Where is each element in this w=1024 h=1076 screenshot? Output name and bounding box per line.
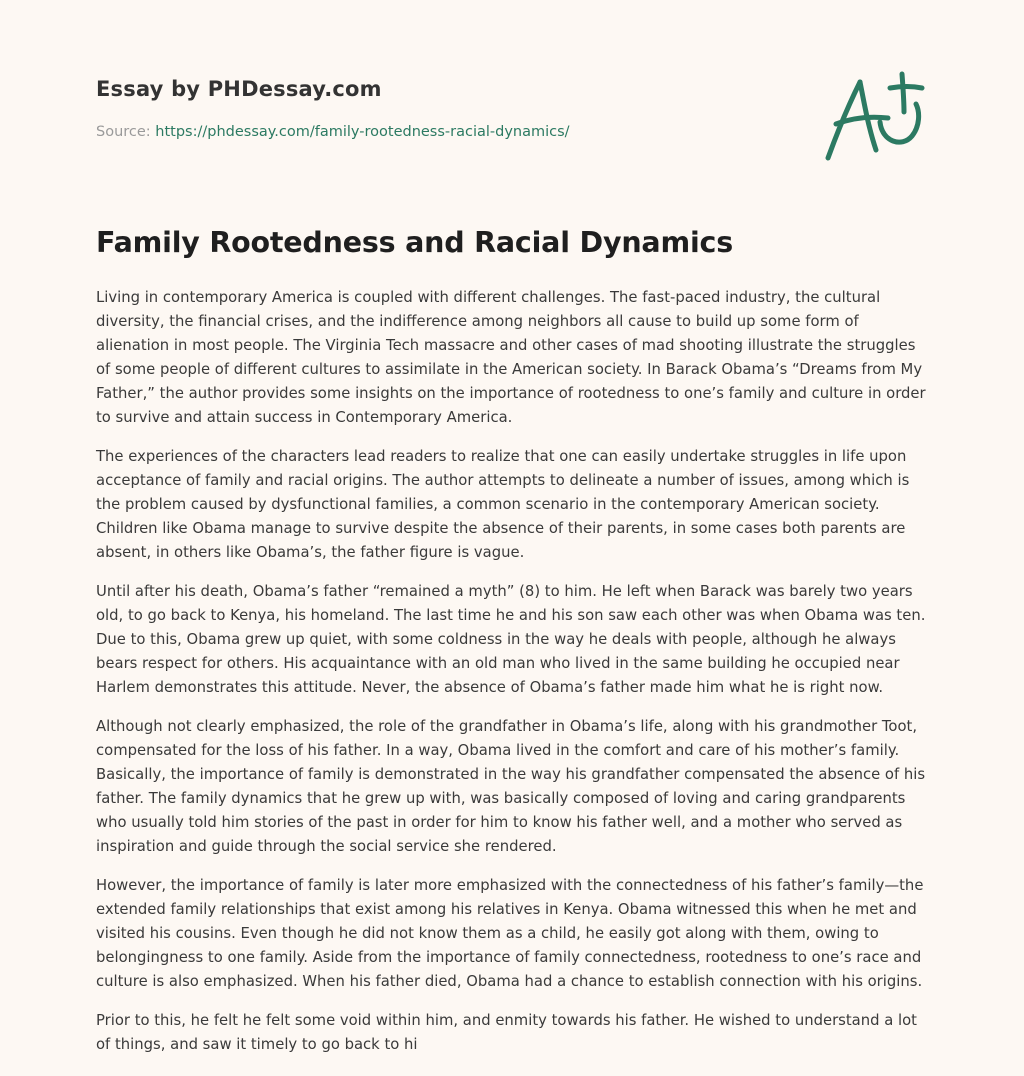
source-label: Source:: [96, 124, 151, 140]
essay-body: [96, 286, 932, 1072]
essay-paragraph: However, the importance of family is later more emphasized with the connectedness of his father’s family—the extended family relationships that exist among his relatives in Kenya. Obama witnessed this when he met and visited his cousins. Even though he did not know them as a child, he easily got along with them, owing to belongingness to one family. Aside from the importance of family connectedness, rootedness to one’s race and culture is also emphasized. When his father died, Obama had a chance to establish connection with his origins.: [96, 877, 924, 990]
essay-paragraph: Living in contemporary America is coupled with different challenges. The fast-paced industry, the cultural diversity, the financial crises, and the indifference among neighbors all cause to build up some form of alienation in most people. The Virginia Tech massacre and other cases of mad shooting illustrate the struggles of some people of different cultures to assimilate in the American society. In Barack Obama’s “Dreams from My Father,” the author provides some insights on the importance of rootedness to one’s family and culture in order to survive and attain success in Contemporary America.: [96, 289, 926, 426]
source-line: [96, 124, 570, 140]
essay-paragraph: The experiences of the characters lead readers to realize that one can easily undertake struggles in life upon acceptance of family and racial origins. The author attempts to delineate a number of issues, among which is the problem caused by dysfunctional families, a common scenario in the contemporary American society. Children like Obama manage to survive despite the absence of their parents, in some cases both parents are absent, in others like Obama’s, the father figure is vague.: [96, 448, 910, 561]
essay-paragraph: Until after his death, Obama’s father “remained a myth” (8) to him. He left when Barack was barely two years old, to go back to Kenya, his homeland. The last time he and his son saw each other was when Obama was ten. Due to this, Obama grew up quiet, with some coldness in the way he deals with people, although he always bears respect for others. His acquaintance with an old man who lived in the same building he occupied near Harlem demonstrates this attitude. Never, the absence of Obama’s father made him what he is right now.: [96, 583, 926, 696]
brand-title: Essay by PHDessay.com: [96, 77, 382, 101]
essay-paragraph: Although not clearly emphasized, the role of the grandfather in Obama’s life, along with his grandmother Toot, compensated for the loss of his father. In a way, Obama lived in the comfort and care of his mother’s family. Basically, the importance of family is demonstrated in the way his grandfather compensated the absence of his father. The family dynamics that he grew up with, was basically composed of loving and caring grandparents who usually told him stories of the past in order for him to know his father well, and a mother who served as inspiration and guide through the social service she rendered.: [96, 718, 926, 855]
essay-title: Family Rootedness and Racial Dynamics: [96, 226, 733, 259]
essay-paragraph: Prior to this, he felt he felt some void within him, and enmity towards his father. He wished to understand a lot of things, and saw it timely to go back to hi: [96, 1012, 917, 1053]
a-plus-logo-icon: [818, 66, 930, 166]
source-link[interactable]: https://phdessay.com/family-rootedness-racial-dynamics/: [155, 124, 570, 140]
